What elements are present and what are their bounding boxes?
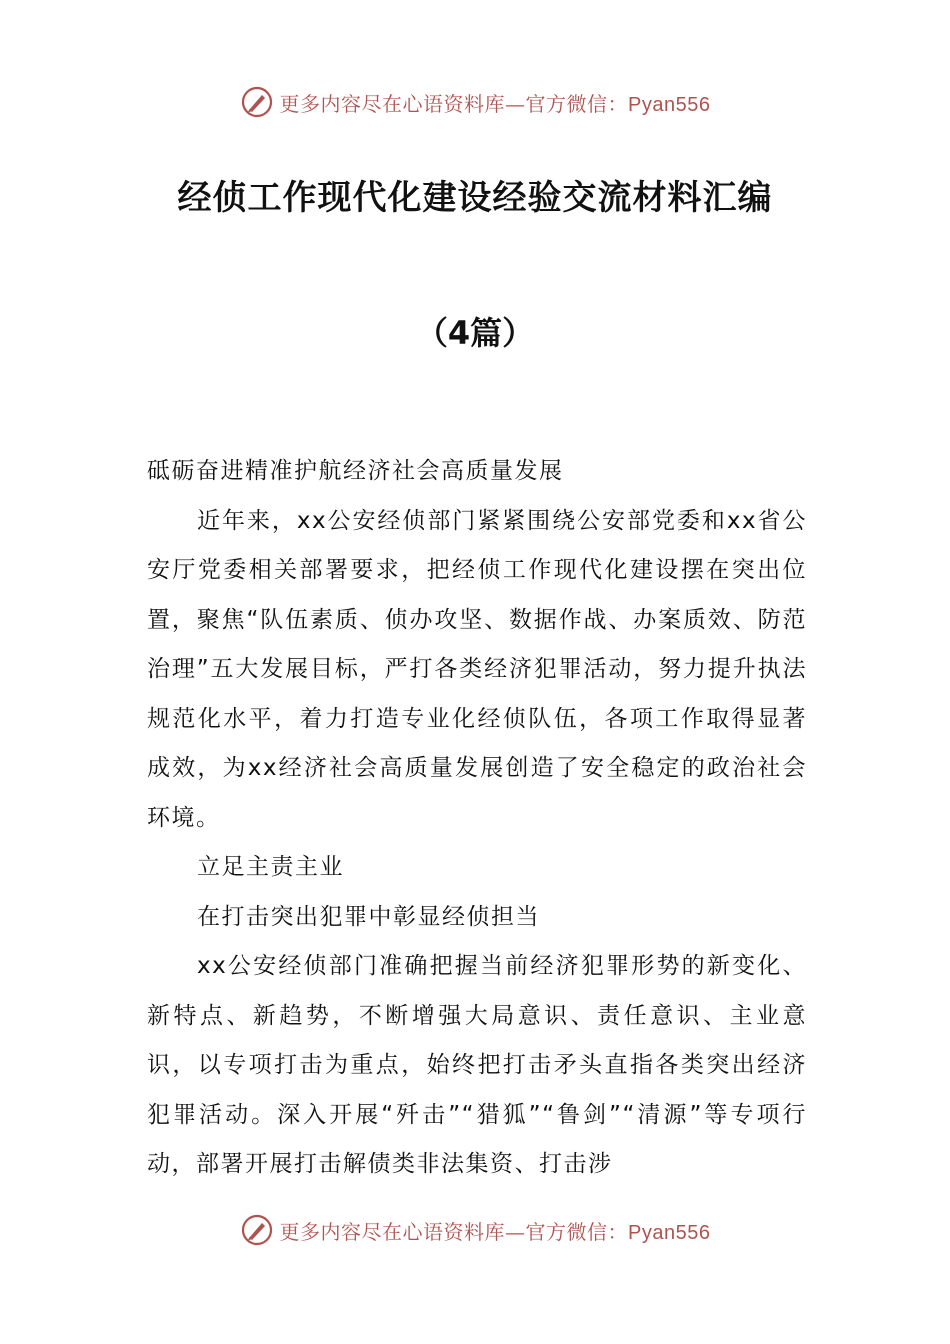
document-subtitle: （4篇） [415,314,535,352]
watermark-text: 更多内容尽在心语资料库—官方微信：Pyan556 [279,1219,711,1244]
pen-logo-icon [240,1213,274,1247]
document-body [147,447,807,1190]
watermark-banner-top [0,82,950,122]
watermark-banner-bottom [0,1210,950,1250]
document-title: 经侦工作现代化建设经验交流材料汇编 [177,178,773,218]
paragraph: 近年来，xx公安经侦部门紧紧围绕公安部党委和xx省公安厅党委相关部署要求，把经侦工作现代化建设摆在突出位置，聚焦“队伍素质、侦办攻坚、数据作战、办案质效、防范治理”五大发展目标，严打各类经济犯罪活动，努力提升执法规范化水平，着力打造专业化经侦队伍，各项工作取得显著成效，为xx经济社会高质量发展创造了安全稳定的政治社会环境。 [147,507,807,831]
pen-logo-icon [240,85,274,119]
wechat-id: Pyan556 [628,93,711,116]
subheading: 立足主责主业 [197,854,344,880]
subheading: 在打击突出犯罪中彰显经侦担当 [197,903,540,930]
watermark-text: 更多内容尽在心语资料库—官方微信：Pyan556 [279,91,711,116]
section-heading: 砥砺奋进精准护航经济社会高质量发展 [147,458,564,484]
wechat-id: Pyan556 [628,1221,711,1244]
paragraph: xx公安经侦部门准确把握当前经济犯罪形势的新变化、新特点、新趋势，不断增强大局意识、责任意识、主业意识，以专项打击为重点，始终把打击矛头直指各类突出经济犯罪活动。深入开展“歼击”“猎狐”“鲁剑”“清源”等专项行动，部署开展打击解债类非法集资、打击涉 [147,953,807,1177]
